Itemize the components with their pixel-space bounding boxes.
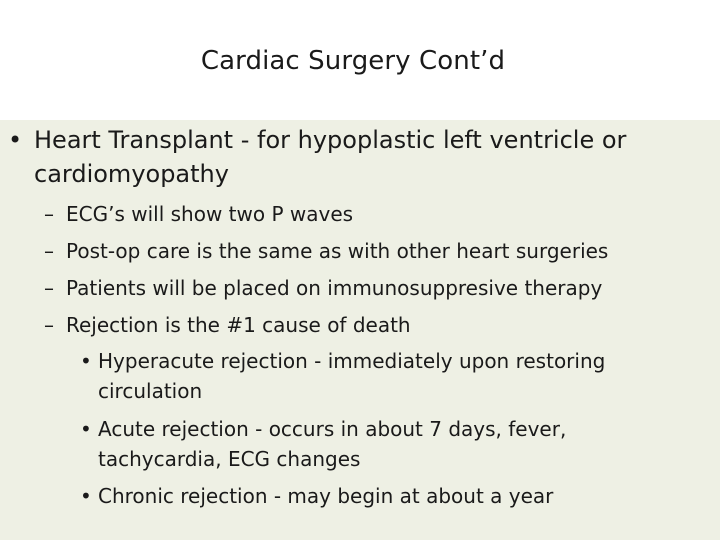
dash-marker: – <box>44 239 54 263</box>
subbullet-immunosuppressive: Patients will be placed on immunosuppresive therapy <box>66 276 603 300</box>
subsubbullet-chronic: Chronic rejection - may begin at about a year <box>98 484 554 508</box>
bullet-text-heart-transplant: Heart Transplant - for hypoplastic left ventricle or <box>34 126 627 154</box>
bullet-marker: • <box>80 417 92 441</box>
content-area <box>0 120 720 540</box>
subsubbullet-hyperacute: Hyperacute rejection - immediately upon restoring <box>98 349 606 373</box>
subsubbullet-hyperacute-cont: circulation <box>98 379 203 403</box>
subsubbullet-acute: Acute rejection - occurs in about 7 days, fever, <box>98 417 567 441</box>
bullet-marker: • <box>80 484 92 508</box>
dash-marker: – <box>44 202 54 226</box>
subbullet-ecg: ECG’s will show two P waves <box>66 202 354 226</box>
title-area <box>0 0 720 120</box>
subbullet-rejection: Rejection is the #1 cause of death <box>66 313 411 337</box>
bullet-marker: • <box>80 349 92 373</box>
subbullet-post-op: Post-op care is the same as with other heart surgeries <box>66 239 609 263</box>
bullet-text-heart-transplant-cont: cardiomyopathy <box>34 160 229 188</box>
subsubbullet-acute-cont: tachycardia, ECG changes <box>98 447 361 471</box>
bullet-marker: • <box>8 126 23 154</box>
dash-marker: – <box>44 276 54 300</box>
dash-marker: – <box>44 313 54 337</box>
slide-title: Cardiac Surgery Cont’d <box>200 46 506 76</box>
